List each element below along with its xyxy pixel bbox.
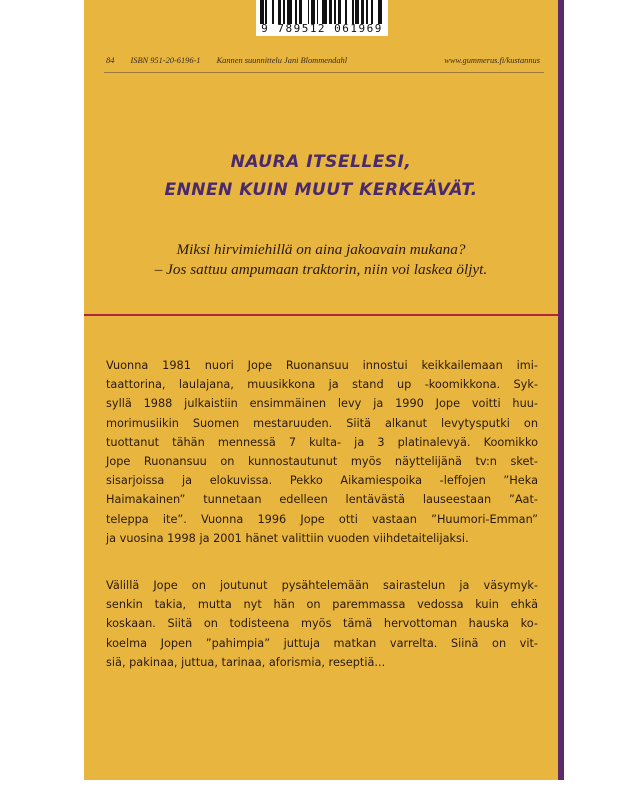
headline-line-2: ENNEN KUIN MUUT KERKEÄVÄT. (164, 180, 478, 200)
text-line: koelma Jopen ”pahimpia” juttuja matkan varrelta. Siinä on vit- (106, 636, 538, 650)
barcode-number: 9 789512 061969 (261, 22, 383, 35)
publisher-website: www.gummerus.fi/kustannus (444, 56, 540, 65)
text-line: sisarjoissa ja elokuvissa. Pekko Aikamiespoika -leffojen ”Heka (106, 474, 538, 488)
text-line: ja vuosina 1998 ja 2001 hänet valittiin vuoden viihdetaitelijaksi. (106, 531, 469, 545)
barcode-bar (382, 0, 384, 24)
info-divider (104, 72, 544, 73)
blurb-paragraph-1 (106, 356, 538, 548)
headline-line-1: NAURA ITSELLESI, (230, 152, 412, 172)
text-line: morimusiikin Suomen mestaruuden. Siitä alkanut levytysputki on (106, 416, 538, 430)
text-line: syllä 1988 julkaistiin ensimmäinen levy ja 1990 Jope voitti huu- (106, 397, 538, 411)
cover-design-credit: Kannen suunnittelu Jani Blommendahl (216, 56, 348, 65)
text-line: taattorina, laulajana, muusikkona ja stand up -koomikkona. Syk- (106, 378, 538, 392)
cover-spine-edge (558, 0, 564, 780)
book-back-cover (84, 0, 558, 780)
sample-joke (84, 240, 558, 280)
isbn-barcode (256, 0, 388, 36)
text-line: teleppa ite”. Vuonna 1996 Jope otti vastaan ”Huumori-Emman” (106, 512, 538, 526)
accent-divider (84, 314, 558, 316)
isbn-text: ISBN 951-20-6196-1 (130, 56, 201, 65)
text-line: koskaan. Siitä on todisteena myös tämä hervottoman hauska ko- (106, 617, 538, 631)
barcode-bars (260, 0, 384, 24)
text-line: Haimakainen” tunnetaan edelleen lentävästä lauseestaan ”Aat- (106, 493, 538, 507)
joke-answer: – Jos sattuu ampumaan traktorin, niin voi laskea öljyt. (154, 261, 488, 278)
joke-question: Miksi hirvimiehillä on aina jakoavain mukana? (176, 241, 466, 258)
text-line: tuottanut tähän mennessä 7 kulta- ja 3 platinalevyä. Koomikko (106, 435, 538, 449)
info-left-group (106, 56, 361, 65)
publication-info-line (106, 56, 540, 65)
text-line: siä, pakinaa, juttua, tarinaa, aforismia, reseptiä... (106, 655, 386, 669)
blurb-paragraph-2 (106, 576, 538, 672)
headline (84, 148, 558, 204)
text-line: Jope Ruonansuu on kunnostautunut myös näyttelijänä tv:n sket- (106, 455, 538, 469)
text-line: senkin takia, mutta nyt hän on paremmassa vedossa kuin ehkä (106, 598, 538, 612)
text-line: Vuonna 1981 nuori Jope Ruonansuu innostui keikkailemaan imi- (106, 359, 538, 372)
text-line: Välillä Jope on joutunut pysähtelemään sairastelun ja väsymyk- (106, 579, 538, 592)
page-number: 84 (106, 56, 115, 65)
